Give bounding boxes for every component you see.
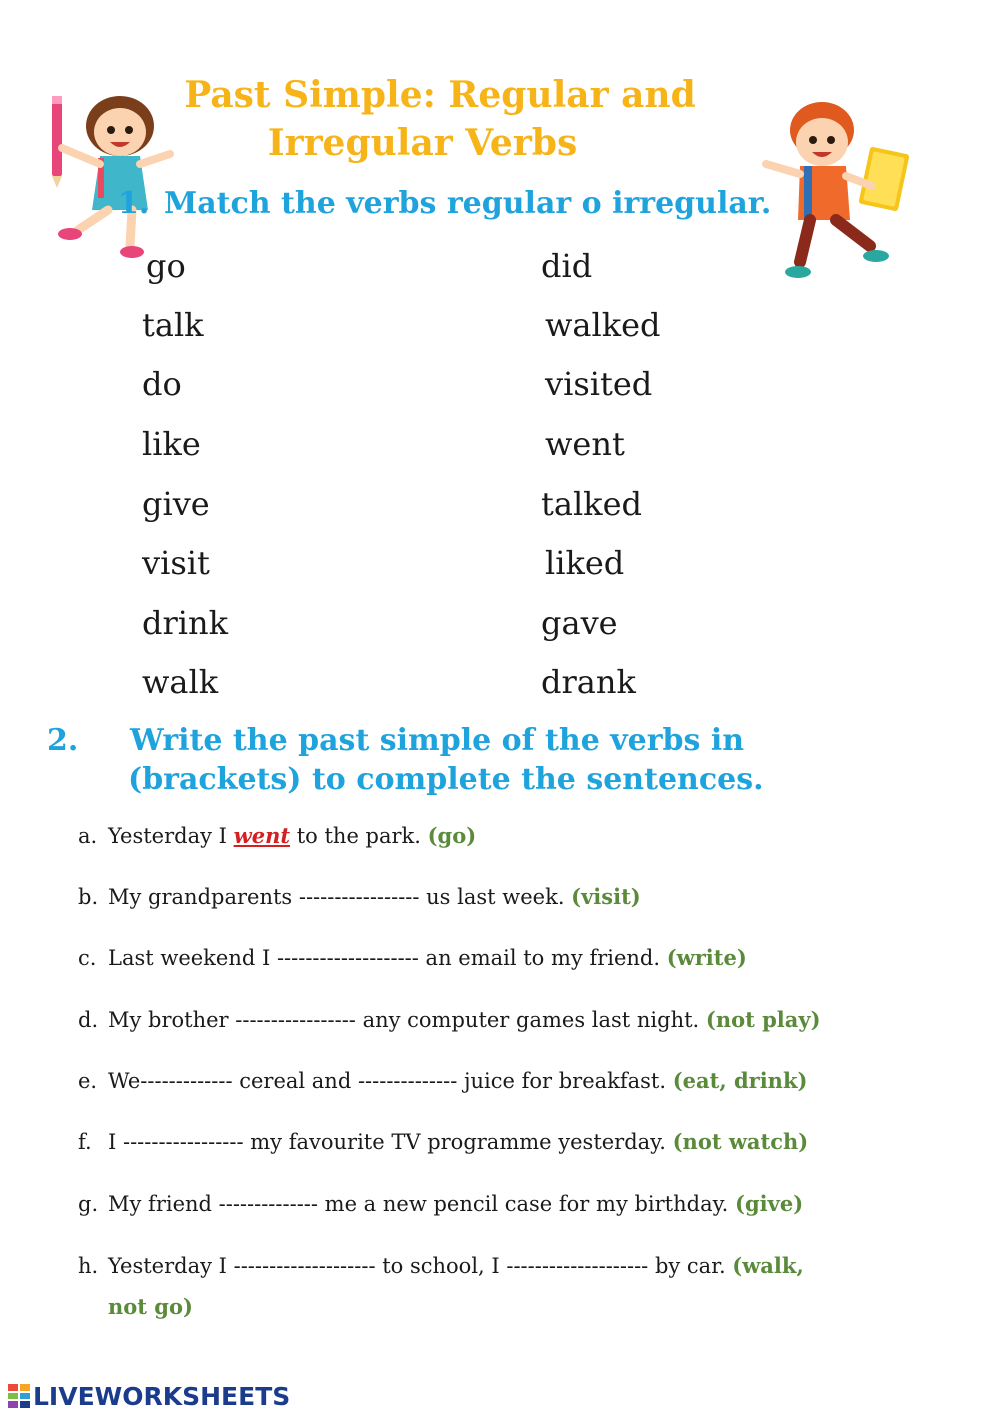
sentence-h	[78, 1252, 804, 1280]
sentence-text[interactable]: My friend -------------- me a new pencil case for my birthday.	[108, 1192, 736, 1216]
sentence-label: f.	[78, 1130, 92, 1154]
sentence-label: a.	[78, 824, 98, 848]
liveworksheets-brand: LIVEWORKSHEETS	[33, 1381, 291, 1411]
sentence-a	[78, 822, 476, 850]
sentence-text[interactable]: My grandparents ----------------- us last week.	[108, 885, 572, 909]
right-verb-talked: talked	[541, 485, 642, 523]
verb-hint: (walk,	[732, 1253, 804, 1278]
left-verb-drink: drink	[142, 604, 229, 642]
right-verb-visited: visited	[545, 365, 653, 403]
girl-with-pencil-illustration	[40, 88, 180, 268]
verb-hint-continued: not go)	[108, 1294, 193, 1319]
sentence-b	[78, 883, 641, 911]
sentence-text[interactable]: We------------- cereal and -------------- juice for breakfast.	[108, 1069, 673, 1093]
sentence-e	[78, 1067, 807, 1095]
right-verb-did: did	[541, 247, 593, 285]
verb-hint: (not watch)	[672, 1129, 809, 1154]
verb-hint: (eat, drink)	[672, 1068, 808, 1093]
sentence-f	[78, 1128, 808, 1156]
left-verb-walk: walk	[142, 663, 219, 701]
verb-hint: (visit)	[571, 884, 641, 909]
section1-number: 1.	[118, 186, 150, 221]
right-verb-gave: gave	[541, 604, 618, 642]
section2-heading-line2: (brackets) to complete the sentences.	[128, 762, 764, 797]
sentence-text[interactable]: Last weekend I -------------------- an email to my friend.	[108, 946, 667, 970]
answer-input[interactable]: went	[233, 823, 291, 848]
sentence-c	[78, 944, 747, 972]
verb-hint: (not play)	[705, 1007, 821, 1032]
sentence-label: e.	[78, 1069, 98, 1093]
section1-heading-text: Match the verbs regular o irregular.	[164, 186, 772, 221]
sentence-g	[78, 1190, 803, 1218]
sentence-text[interactable]: I ----------------- my favourite TV programme yesterday.	[108, 1130, 673, 1154]
verb-hint: (give)	[735, 1191, 804, 1216]
left-verb-talk: talk	[142, 306, 204, 344]
liveworksheets-logo[interactable]	[8, 1381, 290, 1411]
left-verb-give: give	[142, 485, 210, 523]
sentence-label: g.	[78, 1192, 99, 1216]
section1-heading	[118, 186, 771, 221]
sentence-text-before: Yesterday I	[108, 824, 234, 848]
sentence-text-after: to the park.	[290, 824, 428, 848]
sentence-d	[78, 1006, 821, 1034]
liveworksheets-icon	[8, 1384, 30, 1408]
sentence-label: b.	[78, 885, 99, 909]
left-verb-visit: visit	[142, 544, 210, 582]
right-verb-liked: liked	[545, 544, 625, 582]
left-verb-like: like	[142, 425, 201, 463]
verb-hint: (go)	[427, 823, 477, 848]
right-verb-walked: walked	[545, 306, 661, 344]
section2-heading-line1: Write the past simple of the verbs in	[130, 723, 745, 758]
sentence-text[interactable]: Yesterday I -------------------- to school, I -------------------- by car.	[108, 1254, 733, 1278]
verb-hint: (write)	[666, 945, 747, 970]
sentence-label: h.	[78, 1254, 99, 1278]
sentence-label: c.	[78, 946, 97, 970]
right-verb-went: went	[545, 425, 625, 463]
right-verb-drank: drank	[541, 663, 636, 701]
boy-with-book-illustration	[760, 96, 920, 286]
page-title-line2: Irregular Verbs	[267, 122, 578, 164]
section2-number: 2.	[47, 723, 79, 758]
page-title-line1: Past Simple: Regular and	[184, 74, 696, 116]
sentence-label: d.	[78, 1008, 99, 1032]
left-verb-do: do	[142, 365, 182, 403]
left-verb-go: go	[146, 247, 186, 285]
sentence-text[interactable]: My brother ----------------- any computer games last night.	[108, 1008, 706, 1032]
